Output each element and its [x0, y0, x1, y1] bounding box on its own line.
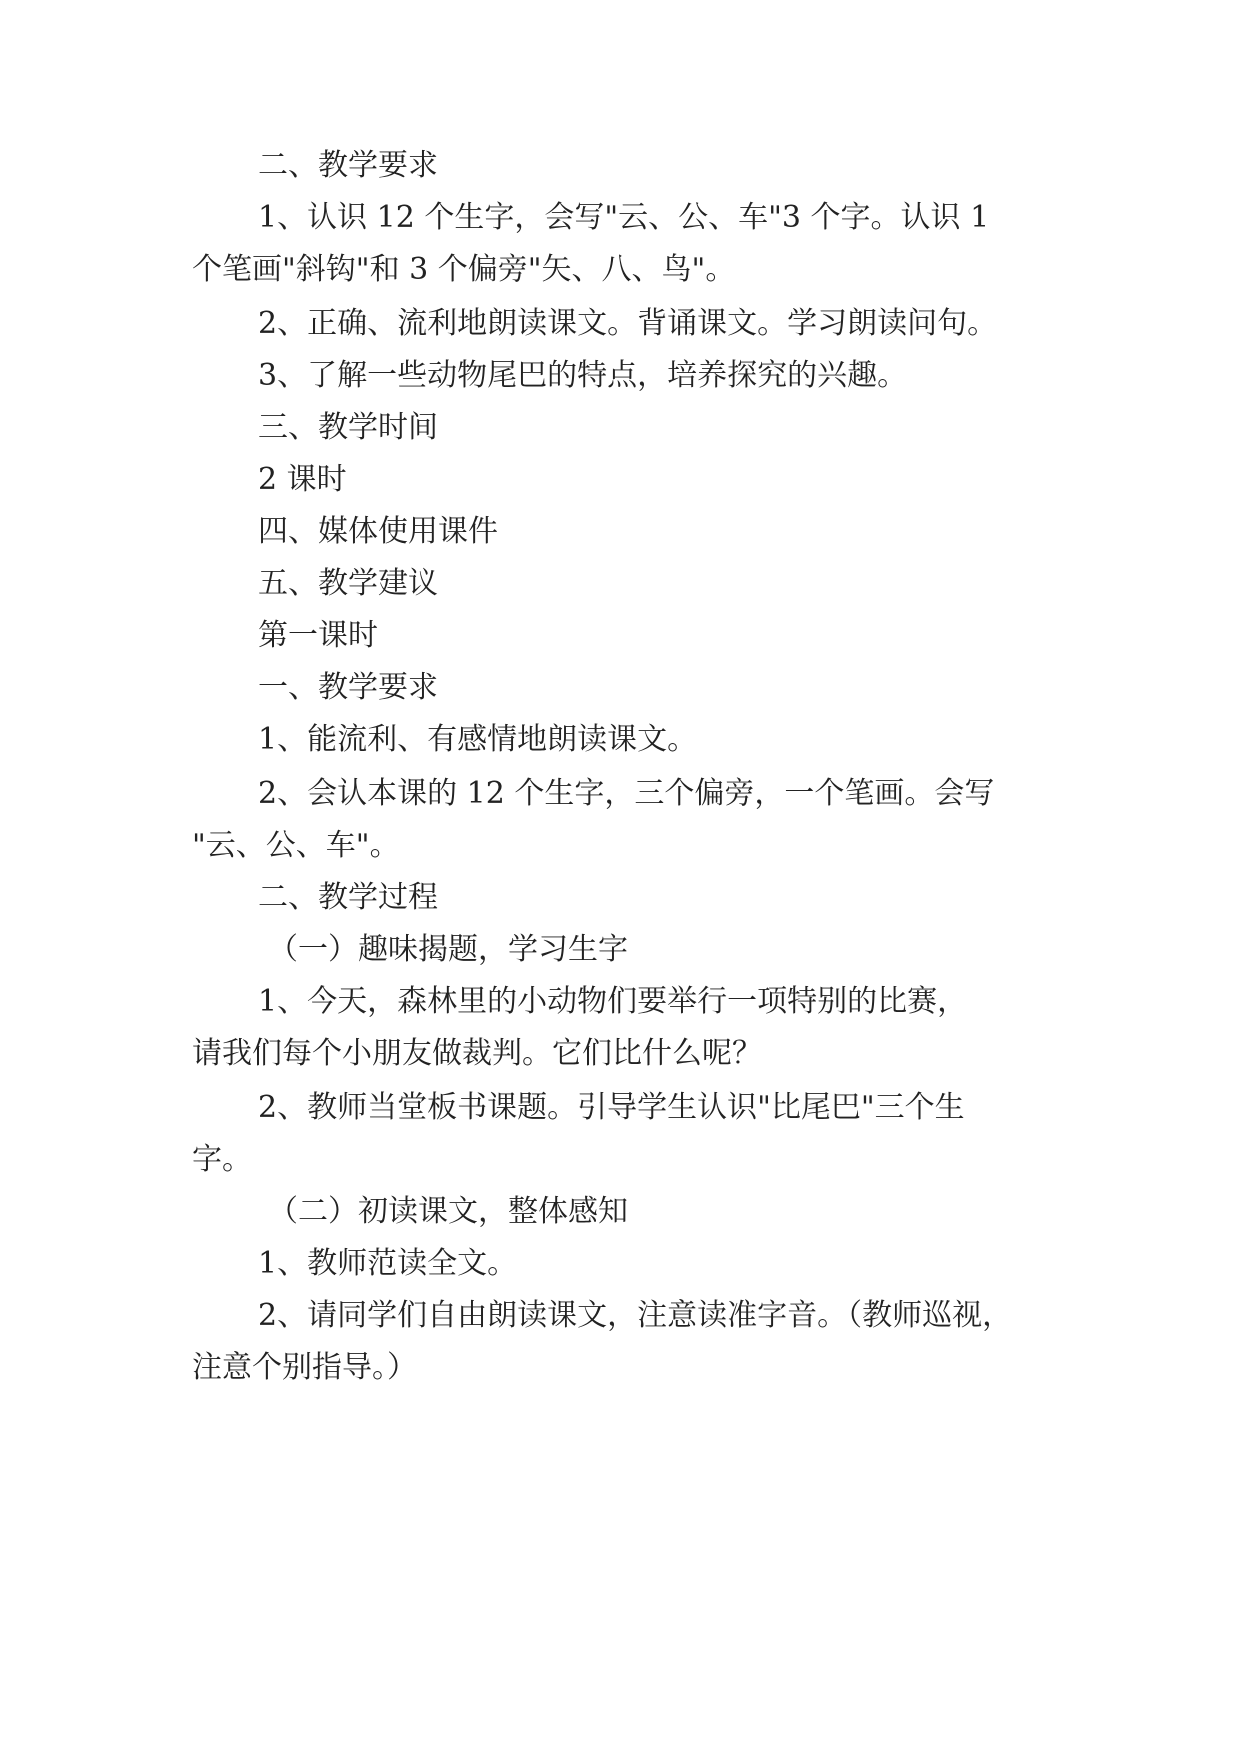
- paragraph-line: 注意个别指导。）: [192, 1350, 417, 1385]
- heading-first-lesson: 第一课时: [258, 618, 378, 653]
- heading-teaching-requirements-2: 一、教学要求: [258, 670, 438, 705]
- heading-teaching-time: 三、教学时间: [258, 410, 438, 445]
- paragraph-line: 2 课时: [258, 462, 347, 497]
- paragraph-line: 2、会认本课的 12 个生字，三个偏旁，一个笔画。会写: [258, 776, 995, 811]
- paragraph-line: 2、请同学们自由朗读课文，注意读准字音。（教师巡视，: [258, 1298, 1013, 1333]
- heading-teaching-requirements: 二、教学要求: [258, 148, 438, 183]
- subheading-section-1: （一）趣味揭题，学习生字: [268, 932, 628, 967]
- paragraph-line: 1、认识 12 个生字，会写"云、公、车"3 个字。认识 1: [258, 200, 990, 235]
- paragraph-line: 1、今天，森林里的小动物们要举行一项特别的比赛，: [258, 984, 968, 1019]
- heading-media: 四、媒体使用课件: [258, 514, 498, 549]
- paragraph-line: 1、能流利、有感情地朗读课文。: [258, 722, 698, 757]
- paragraph-line: 字。: [192, 1142, 252, 1177]
- heading-teaching-suggestions: 五、教学建议: [258, 566, 438, 601]
- subheading-section-2: （二）初读课文，整体感知: [268, 1194, 628, 1229]
- paragraph-line: "云、公、车"。: [192, 828, 400, 863]
- paragraph-line: 1、教师范读全文。: [258, 1246, 518, 1281]
- paragraph-line: 个笔画"斜钩"和 3 个偏旁"矢、八、鸟"。: [192, 252, 736, 287]
- heading-teaching-process: 二、教学过程: [258, 880, 438, 915]
- paragraph-line: 请我们每个小朋友做裁判。它们比什么呢？: [192, 1036, 762, 1071]
- paragraph-line: 3、了解一些动物尾巴的特点，培养探究的兴趣。: [258, 358, 908, 393]
- paragraph-line: 2、正确、流利地朗读课文。背诵课文。学习朗读问句。: [258, 306, 998, 341]
- paragraph-line: 2、教师当堂板书课题。引导学生认识"比尾巴"三个生: [258, 1090, 965, 1125]
